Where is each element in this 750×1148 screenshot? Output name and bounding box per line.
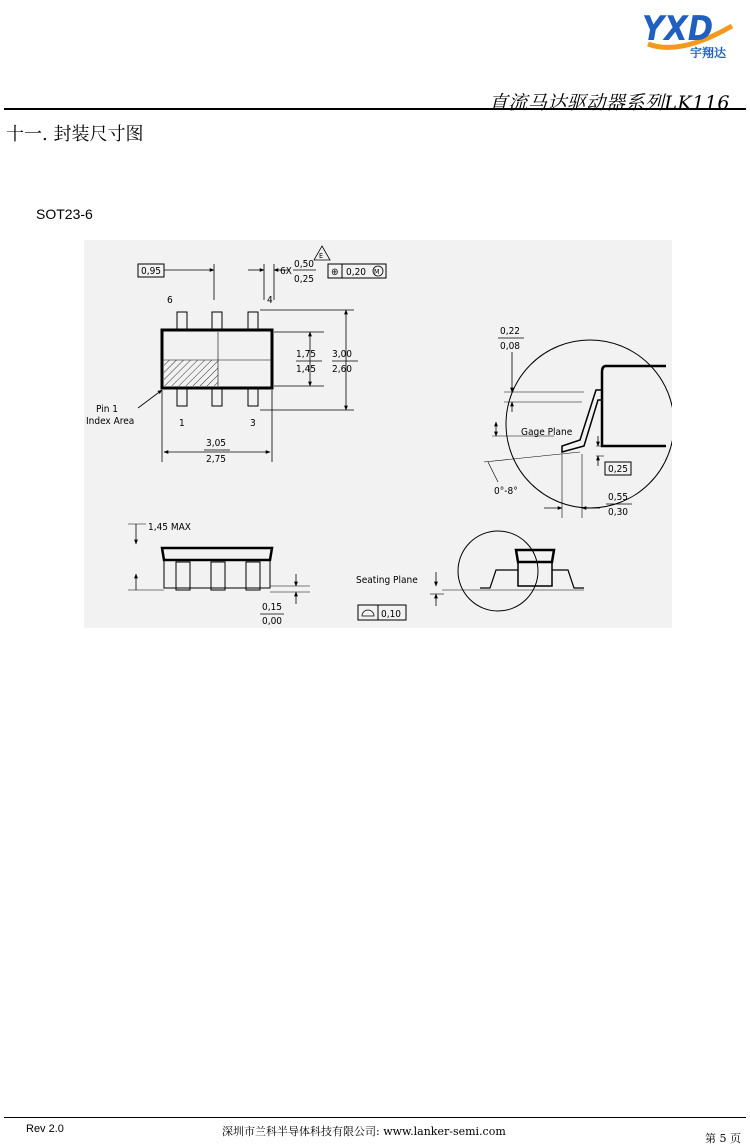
total-width-max: 3,00 [332,349,353,360]
position-symbol-icon: ⊕ [331,267,339,278]
pin-6-label: 6 [167,295,173,306]
tolerance-modifier: M [374,268,380,276]
seating-plane-view [356,531,584,620]
tolerance-value: 0,20 [346,267,367,278]
angle-label: 0°-8° [494,486,518,497]
company-footer: 深圳市兰科半导体科技有限公司: www.lanker-semi.com [222,1125,506,1138]
pin-3-label: 3 [250,418,256,429]
standoff-max: 0,15 [262,602,283,613]
side-view [128,522,310,627]
body-width-max: 1,75 [296,349,317,360]
package-drawing [84,240,672,628]
document-title: 直流马达驱动器系列LK116 [488,92,730,114]
pin-4-label: 4 [267,295,273,306]
lead-thickness-min: 0,08 [500,341,521,352]
standoff-min: 0,00 [262,616,283,627]
seating-plane-label: Seating Plane [356,575,418,586]
datum-label: E [319,252,323,260]
footer-divider [4,1117,746,1118]
header-divider [4,108,746,110]
pitch-label: 0,95 [141,266,162,277]
foot-length-max: 0,55 [608,492,629,503]
gage-dim-label: 0,25 [608,464,629,475]
coplanarity-value: 0,10 [381,609,402,620]
lead-detail-view [484,326,672,518]
pin1-label-line2: Index Area [86,416,135,427]
page-number: 第 5 页 [705,1132,741,1145]
logo-subtitle: 宇翔达 [690,46,727,60]
lead-width-max: 0,50 [294,259,315,270]
body-length-min: 2,75 [206,454,227,465]
revision-label: Rev 2.0 [26,1123,64,1135]
pin1-label-line1: Pin 1 [96,404,118,415]
total-width-min: 2,60 [332,364,353,375]
section-title: 十一. 封装尺寸图 [6,124,144,145]
top-view [86,246,386,465]
lead-width-min: 0,25 [294,274,315,285]
logo-letters: YXD [642,9,714,49]
pin-1-label: 1 [179,418,185,429]
lead-thickness-max: 0,22 [500,326,521,337]
body-length-max: 3,05 [206,438,227,449]
lead-width-prefix: 6X [280,266,292,277]
company-logo [640,4,746,60]
foot-length-min: 0,30 [608,507,629,518]
height-max-label: 1,45 MAX [148,522,191,533]
body-width-min: 1,45 [296,364,317,375]
coplanarity-icon [362,610,374,616]
gage-plane-label: Gage Plane [521,427,573,438]
package-name: SOT23-6 [36,206,93,222]
